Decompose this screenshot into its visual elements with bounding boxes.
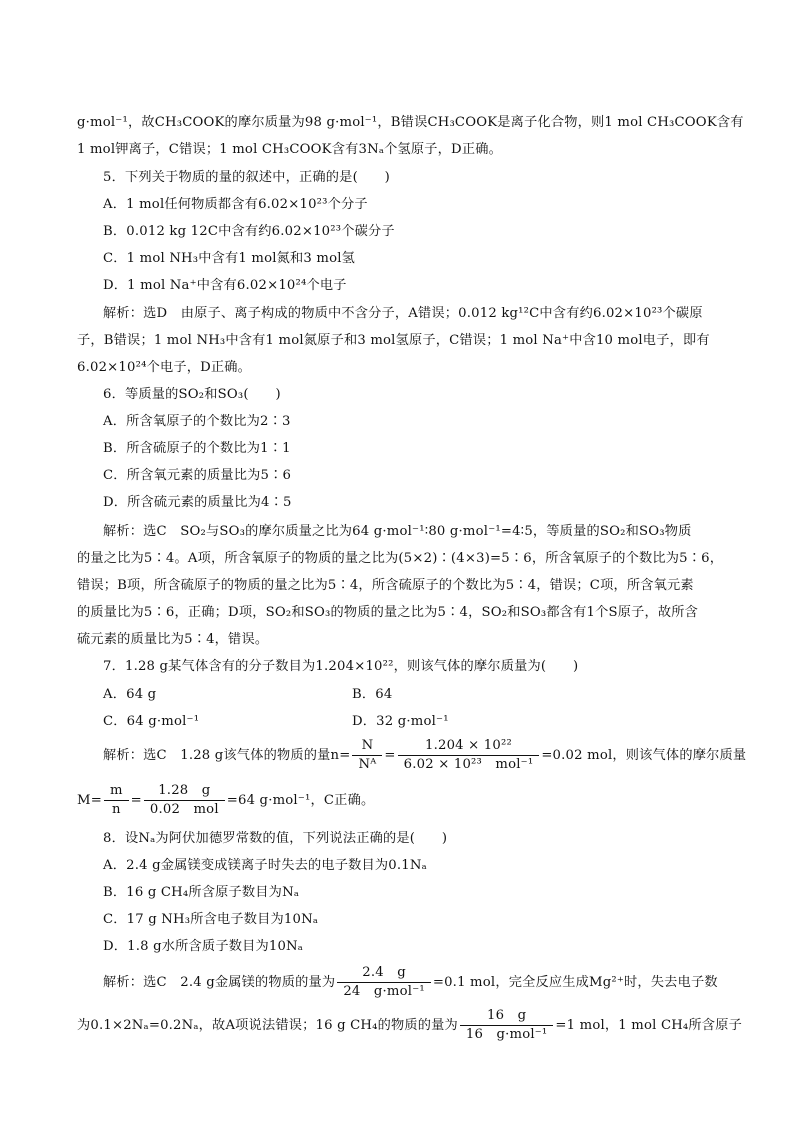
fraction-numerator: 2.4 g: [337, 965, 431, 983]
question-5: 5．下列关于物质的量的叙述中，正确的是( ): [103, 170, 391, 185]
solution-5-line: 6.02×10²⁴个电子，D正确。: [77, 360, 252, 375]
equation-text: =0.1 mol，完全反应生成Mg²⁺时，失去电子数: [432, 975, 718, 990]
question-6-option-b: B．所含硫原子的个数比为1∶1: [103, 441, 291, 456]
fraction-denominator: 16 g·mol⁻¹: [465, 1027, 548, 1042]
fraction: [144, 783, 225, 818]
equation-text: 为0.1×2Nₐ=0.2Nₐ，故A项说法错误；16 g CH₄的物质的量为: [77, 1018, 458, 1033]
text-line: 1 mol钾离子，C错误；1 mol CH₃COOK含有3Nₐ个氢原子，D正确。: [77, 142, 502, 157]
question-5-option-c: C．1 mol NH₃中含有1 mol氮和3 mol氢: [103, 251, 356, 266]
fraction-denominator: n: [111, 802, 121, 817]
question-8: 8．设Nₐ为阿伏加德罗常数的值，下列说法正确的是( ): [103, 831, 448, 846]
fraction-denominator: 6.02 × 10²³ mol⁻¹: [403, 757, 534, 772]
solution-5-line: 子，B错误；1 mol NH₃中含有1 mol氮原子和3 mol氢原子，C错误；1 mol Na⁺中含10 mol电子，即有: [77, 333, 710, 348]
solution-6-line: 解析：选C SO₂与SO₃的摩尔质量之比为64 g·mol⁻¹∶80 g·mol⁻¹=4∶5，等质量的SO₂和SO₃物质: [103, 524, 692, 539]
solution-6-line: 的量之比为5∶4。A项，所含氧原子的物质的量之比为(5×2)∶(4×3)=5∶6，所含氧原子的个数比为5∶6，: [77, 551, 724, 566]
fraction: [460, 1008, 554, 1043]
fraction-numerator: N: [352, 738, 382, 756]
solution-5-line: 解析：选D 由原子、离子构成的物质中不含分子，A错误；0.012 kg¹²C中含有约6.02×10²³个碳原: [103, 306, 703, 321]
equation-text: M=: [77, 793, 102, 808]
question-7-option-b: B．64: [352, 687, 393, 702]
question-5-option-d: D．1 mol Na⁺中含有6.02×10²⁴个电子: [103, 278, 347, 293]
question-8-option-b: B．16 g CH₄所含原子数目为Nₐ: [103, 885, 300, 900]
equals-sign: =: [384, 748, 396, 763]
fraction: [337, 965, 431, 1000]
equation-text: =64 g·mol⁻¹，C正确。: [226, 793, 375, 808]
fraction: [398, 738, 540, 773]
text-line: g·mol⁻¹，故CH₃COOK的摩尔质量为98 g·mol⁻¹，B错误CH₃COOK是离子化合物，则1 mol CH₃COOK含有: [77, 115, 744, 130]
equation-text: 解析：选C 2.4 g金属镁的物质的量为: [103, 975, 336, 990]
question-7-option-c: C．64 g·mol⁻¹: [103, 714, 200, 729]
solution-7-equation-line: [103, 738, 746, 773]
fraction-numerator: 16 g: [460, 1008, 554, 1026]
question-6: 6．等质量的SO₂和SO₃( ): [103, 387, 281, 402]
question-7-option-d: D．32 g·mol⁻¹: [352, 714, 449, 729]
question-5-option-b: B．0.012 kg 12C中含有约6.02×10²³个碳分子: [103, 224, 395, 239]
fraction-numerator: m: [104, 783, 129, 801]
question-7-option-a: A．64 g: [103, 687, 157, 702]
question-5-option-a: A．1 mol任何物质都含有6.02×10²³个分子: [103, 197, 368, 212]
equals-sign: =: [130, 793, 142, 808]
question-7: 7．1.28 g某气体含有的分子数目为1.204×10²²，则该气体的摩尔质量为( ): [103, 659, 579, 674]
question-6-option-c: C．所含氧元素的质量比为5∶6: [103, 468, 292, 483]
question-6-option-a: A．所含氧原子的个数比为2∶3: [103, 414, 291, 429]
solution-6-line: 硫元素的质量比为5∶4，错误。: [77, 632, 269, 647]
fraction-denominator: 24 g·mol⁻¹: [343, 984, 425, 999]
solution-6-line: 的质量比为5∶6，正确；D项，SO₂和SO₃的物质的量之比为5∶4，SO₂和SO₃都含有1个S原子，故所含: [77, 605, 699, 620]
equation-text: =1 mol，1 mol CH₄所含原子: [555, 1018, 742, 1033]
question-6-option-d: D．所含硫元素的质量比为4∶5: [103, 495, 292, 510]
fraction: [352, 738, 382, 773]
fraction-numerator: 1.204 × 10²²: [398, 738, 540, 756]
solution-6-line: 错误；B项，所含硫原子的物质的量之比为5∶4，所含硫原子的个数比为5∶4，错误；C项，所含氧元素: [77, 578, 694, 593]
question-8-option-d: D．1.8 g水所含质子数目为10Nₐ: [103, 939, 304, 954]
solution-8-equation-line: [77, 1008, 742, 1043]
solution-8-equation-line: [103, 965, 718, 1000]
question-8-option-c: C．17 g NH₃所含电子数目为10Nₐ: [103, 912, 319, 927]
equation-text: =0.02 mol，则该气体的摩尔质量: [541, 748, 747, 763]
fraction-denominator: 0.02 mol: [149, 802, 219, 817]
question-8-option-a: A．2.4 g金属镁变成镁离子时失去的电子数目为0.1Nₐ: [103, 858, 427, 873]
equation-text: 解析：选C 1.28 g该气体的物质的量n=: [103, 748, 351, 763]
fraction-numerator: 1.28 g: [144, 783, 225, 801]
fraction-denominator: Nᴬ: [358, 757, 377, 772]
solution-7-equation-line: [77, 783, 374, 818]
fraction: [104, 783, 129, 818]
